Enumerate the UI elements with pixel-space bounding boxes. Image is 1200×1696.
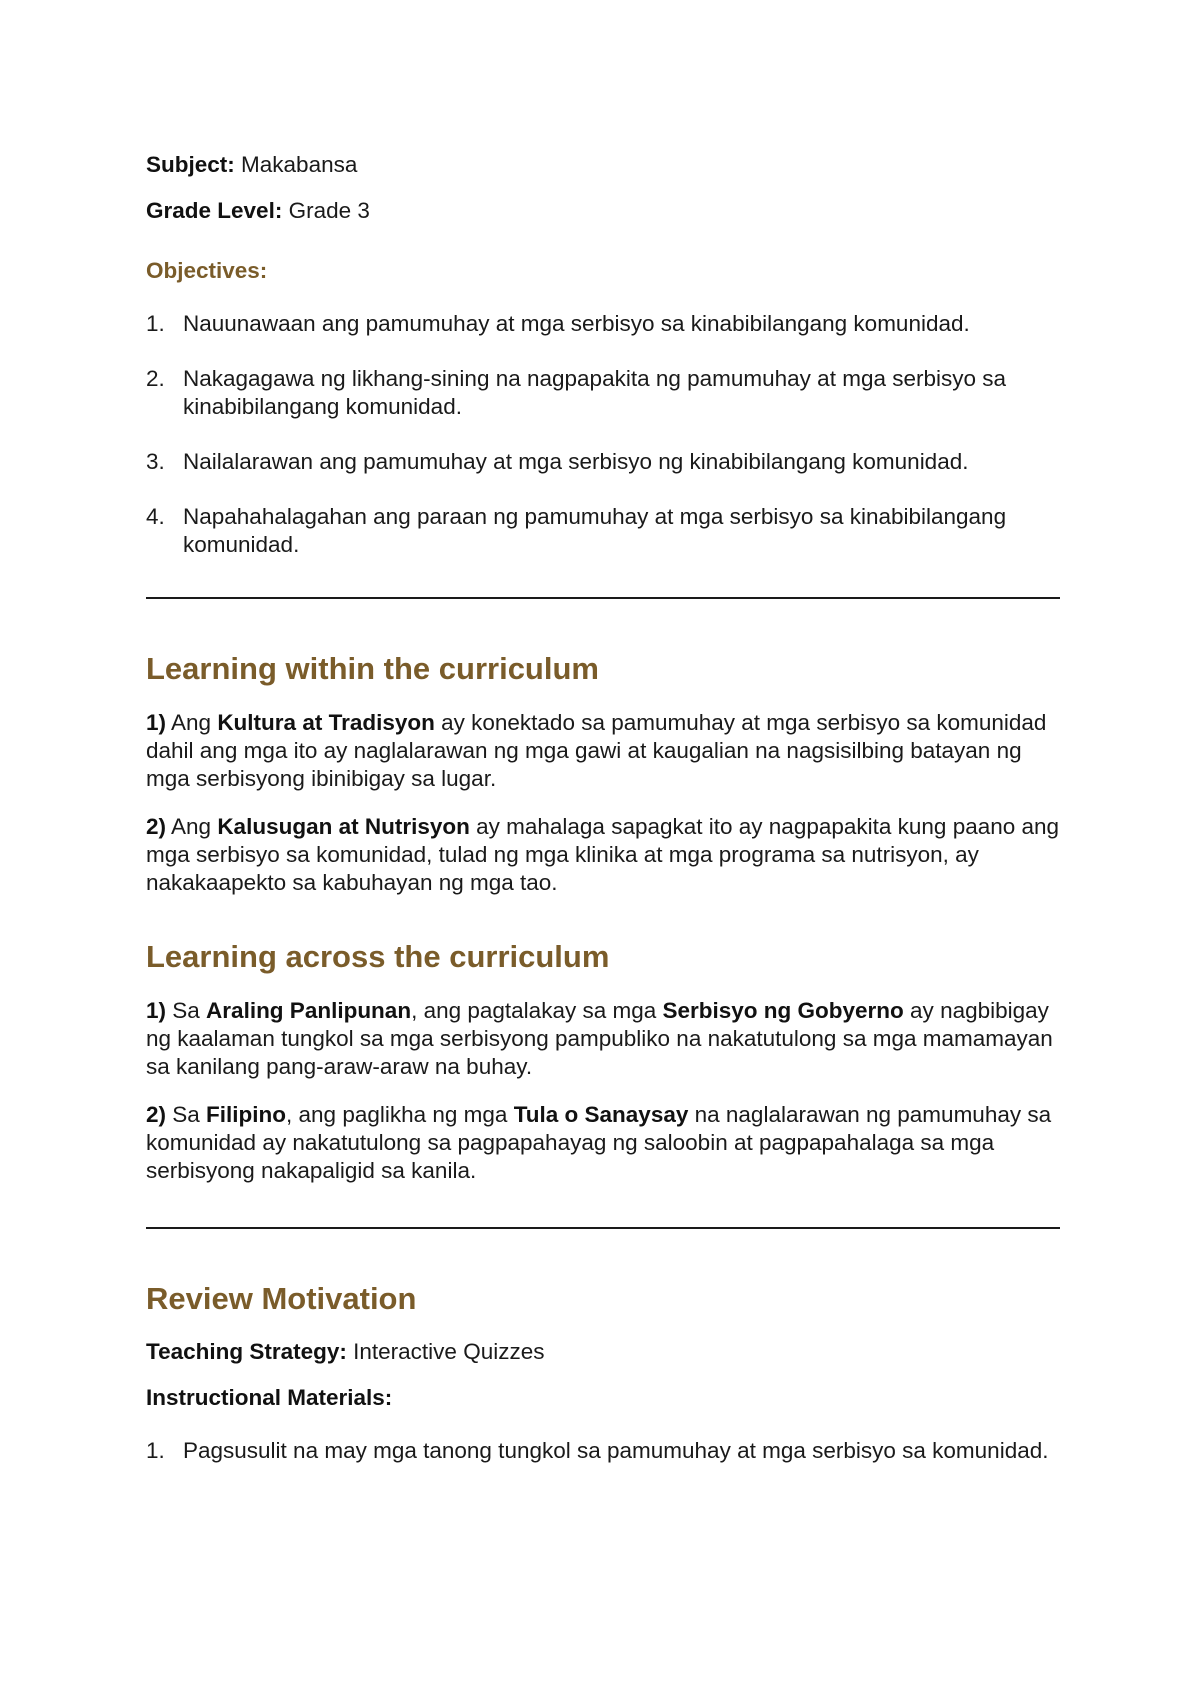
subject-value: Makabansa (241, 152, 358, 177)
material-number: 1. (146, 1438, 165, 1463)
objective-number: 1. (146, 311, 165, 336)
highlighted-term: Araling Panlipunan (206, 998, 412, 1023)
paragraph-number: 1) (146, 998, 167, 1023)
teaching-strategy-value: Interactive Quizzes (353, 1339, 545, 1364)
paragraph-text: na naglalarawan ng pamumuhay sa komunidad ay nakatutulong sa pagpapahayag ng saloobin at pagpapahalaga sa mga serbisyong nakapaligid sa kanila. (146, 1102, 1052, 1183)
section-divider (146, 597, 1060, 599)
paragraph-number: 1) (146, 710, 167, 735)
highlighted-term: Serbisyo ng Gobyerno (662, 998, 904, 1023)
highlighted-term: Filipino (206, 1102, 287, 1127)
objective-item (146, 448, 1060, 476)
paragraph-text: ay mahalaga sapagkat ito ay nagpapakita kung paano ang mga serbisyo sa komunidad, tulad ng mga klinika at mga programa sa nutrisyon, ay nakakaapekto sa kabuhayan ng mga tao. (146, 814, 1060, 895)
paragraph-text: Ang (166, 814, 218, 839)
objective-text: Napahahalagahan ang paraan ng pamumuhay at mga serbisyo sa kinabibilangang komunidad. (183, 504, 1007, 557)
section-divider (146, 1227, 1060, 1229)
objective-text: Nakagagawa ng likhang-sining na nagpapakita ng pamumuhay at mga serbisyo sa kinabibilangang komunidad. (183, 366, 1007, 419)
highlighted-term: Kultura at Tradisyon (217, 710, 435, 735)
within-curriculum-heading: Learning within the curriculum (146, 651, 599, 686)
grade-level-line (146, 196, 1060, 226)
within-paragraph-2 (146, 813, 1060, 897)
objective-number: 3. (146, 449, 165, 474)
instructional-materials-line (146, 1383, 1060, 1413)
across-curriculum-heading: Learning across the curriculum (146, 939, 610, 974)
teaching-strategy-label: Teaching Strategy: (146, 1339, 347, 1364)
material-text: Pagsusulit na may mga tanong tungkol sa pamumuhay at mga serbisyo sa komunidad. (183, 1438, 1049, 1463)
paragraph-text: , ang pagtalakay sa mga (411, 998, 663, 1023)
across-paragraph-2 (146, 1101, 1060, 1185)
across-paragraph-1 (146, 997, 1060, 1081)
within-paragraph-1 (146, 709, 1060, 793)
objective-text: Nailalarawan ang pamumuhay at mga serbisyo ng kinabibilangang komunidad. (183, 449, 969, 474)
materials-list (146, 1437, 1060, 1465)
objective-number: 4. (146, 504, 165, 529)
objective-number: 2. (146, 366, 165, 391)
highlighted-term: Tula o Sanaysay (513, 1102, 689, 1127)
subject-label: Subject: (146, 152, 235, 177)
teaching-strategy-line (146, 1337, 1060, 1367)
objective-item (146, 503, 1060, 559)
grade-level-value: Grade 3 (288, 198, 370, 223)
paragraph-number: 2) (146, 1102, 167, 1127)
paragraph-text: ay konektado sa pamumuhay at mga serbisyo sa komunidad dahil ang mga ito ay naglalarawan ng mga gawi at kaugalian na nagsisilbing batayan ng mga serbisyong ibinibigay sa lugar. (146, 710, 1047, 791)
objective-item (146, 310, 1060, 338)
grade-level-label: Grade Level: (146, 198, 283, 223)
objective-item (146, 365, 1060, 421)
objectives-list (146, 310, 1060, 559)
document-content (146, 150, 1060, 1465)
review-motivation-heading: Review Motivation (146, 1281, 417, 1316)
instructional-materials-label: Instructional Materials: (146, 1385, 393, 1410)
material-item (146, 1437, 1060, 1465)
subject-line (146, 150, 1060, 180)
paragraph-text: , ang paglikha ng mga (286, 1102, 514, 1127)
paragraph-number: 2) (146, 814, 167, 839)
objectives-heading: Objectives: (146, 258, 268, 283)
paragraph-text: Ang (166, 710, 218, 735)
highlighted-term: Kalusugan at Nutrisyon (217, 814, 470, 839)
paragraph-text: Sa (166, 998, 207, 1023)
paragraph-text: Sa (166, 1102, 207, 1127)
objective-text: Nauunawaan ang pamumuhay at mga serbisyo sa kinabibilangang komunidad. (183, 311, 970, 336)
paragraph-text: ay nagbibigay ng kaalaman tungkol sa mga serbisyong pampubliko na nakatutulong sa mga mamamayan sa kanilang pang-araw-araw na buhay. (146, 998, 1053, 1079)
